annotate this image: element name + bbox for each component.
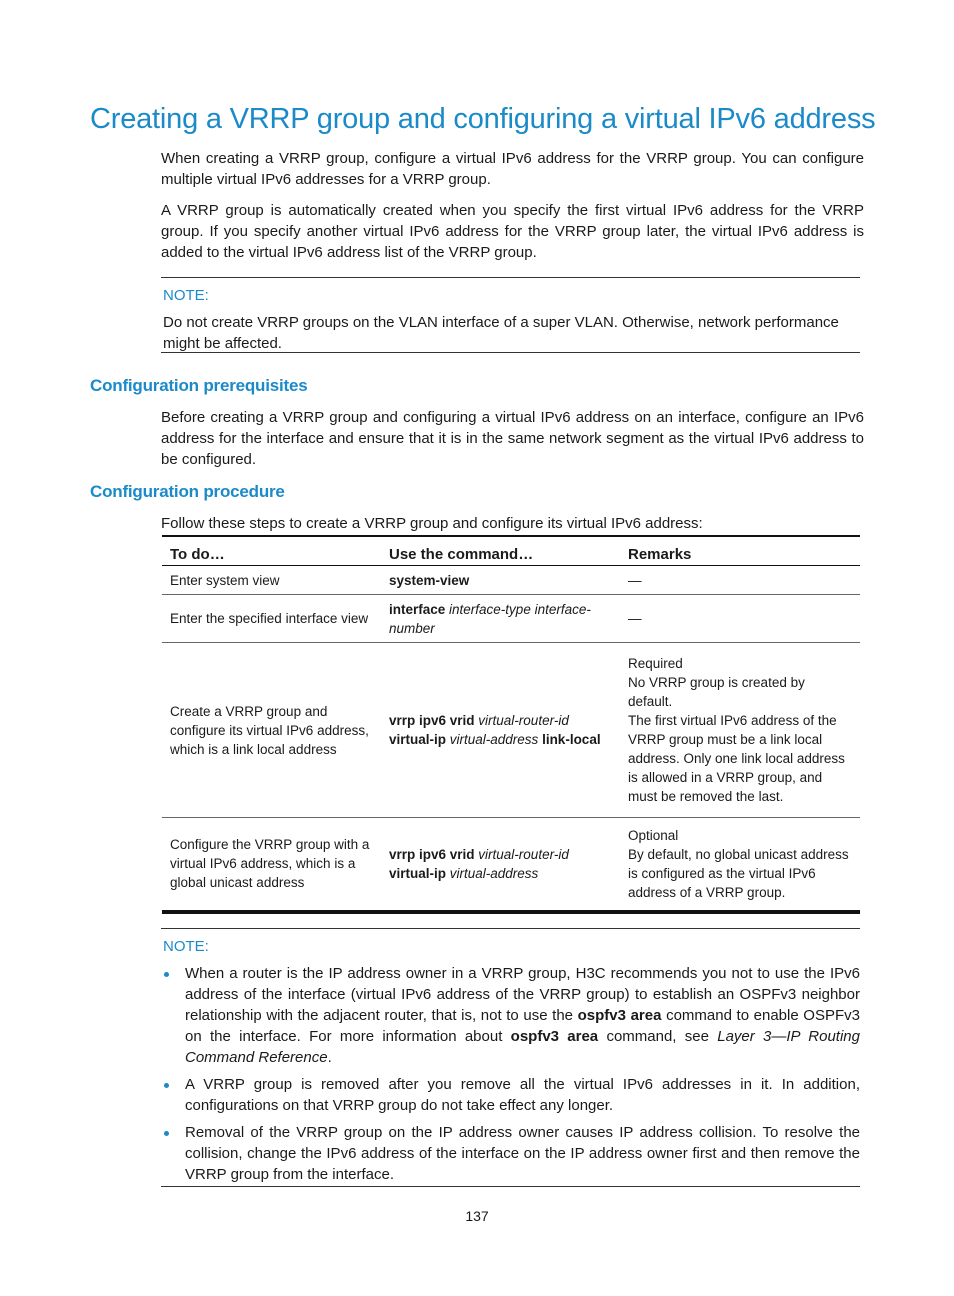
cell-todo: Enter system view	[162, 566, 381, 595]
remark-line: —	[628, 572, 642, 588]
text-run: .	[327, 1049, 332, 1066]
text-run: command, see	[598, 1028, 718, 1045]
keyword-text: virtual-ip	[389, 732, 447, 747]
table-header-row	[162, 536, 860, 566]
remark-line: —	[628, 611, 642, 626]
keyword-text: ospfv3 area	[510, 1028, 599, 1045]
header-todo: To do…	[162, 536, 381, 566]
table-row	[162, 566, 860, 595]
cell-remarks	[620, 566, 860, 595]
page-title: Creating a VRRP group and configuring a virtual IPv6 address	[90, 103, 876, 135]
prereq-paragraph: Before creating a VRRP group and configuring a virtual IPv6 address on an interface, configure an IPv6 address for the interface and ensure that it is in the same network segment as the virtual IPv6 address to be configured.	[161, 409, 864, 468]
table-row	[162, 595, 860, 643]
cell-command	[381, 818, 620, 912]
note-label: NOTE:	[163, 287, 209, 304]
intro-section	[161, 148, 864, 263]
intro-paragraph-1: When creating a VRRP group, configure a virtual IPv6 address for the VRRP group. You can configure multiple virtual IPv6 addresses for a VRRP group.	[161, 150, 864, 188]
argument-text: virtual-address	[446, 865, 539, 881]
header-command: Use the command…	[381, 536, 620, 566]
note-box-1	[161, 277, 860, 353]
table-row	[162, 643, 860, 818]
argument-text: Layer 3—IP Routing Command Reference	[185, 1028, 860, 1066]
bullet-icon	[164, 1131, 169, 1136]
remark-line: Optional	[628, 827, 679, 843]
cell-todo: Enter the specified interface view	[162, 595, 381, 643]
intro-paragraph-2: A VRRP group is automatically created when you specify the first virtual IPv6 address for the VRRP group. If you specify another virtual IPv6 address for the VRRP group later, the virtual IPv6 address is added to the virtual IPv6 address list of the VRRP group.	[161, 202, 864, 261]
cell-remarks	[620, 595, 860, 643]
remark-line: No VRRP group is created by default.	[628, 675, 805, 709]
keyword-text: ospfv3 area	[577, 1007, 662, 1024]
note-bullet-list	[161, 963, 860, 1185]
cell-command	[381, 566, 620, 595]
procedure-lead	[161, 513, 864, 534]
procedure-lead-text: Follow these steps to create a VRRP group and configure its virtual IPv6 address:	[161, 515, 703, 532]
keyword-text: interface	[389, 601, 446, 617]
cell-remarks	[620, 818, 860, 912]
remark-line: The first virtual IPv6 address of the VRRP group must be a link local address. Only one link local address is allowed in a VRRP group, and must be removed the last.	[628, 713, 845, 804]
bullet-icon	[164, 1083, 169, 1088]
keyword-text: vrrp ipv6 vrid	[389, 846, 475, 862]
cell-todo: Configure the VRRP group with a virtual IPv6 address, which is a global unicast address	[162, 818, 381, 912]
bullet-icon	[164, 972, 169, 977]
argument-text: virtual-address	[446, 732, 543, 747]
procedure-heading: Configuration procedure	[90, 482, 285, 501]
keyword-text: system-view	[389, 572, 470, 588]
text-run: Removal of the VRRP group on the IP address owner causes IP address collision. To resolve the collision, change the IPv6 address of the interface on the IP address owner first and then remove the VRRP group from the interface.	[185, 1124, 860, 1183]
header-remarks: Remarks	[620, 536, 860, 566]
list-item	[161, 1122, 860, 1185]
note-label: NOTE:	[163, 938, 209, 955]
page-number: 137	[465, 1208, 489, 1224]
list-item	[161, 1074, 860, 1116]
note-box-2	[161, 928, 860, 1187]
prereq-heading: Configuration prerequisites	[90, 376, 308, 395]
cell-command	[381, 643, 620, 818]
cell-command	[381, 595, 620, 643]
text-run: When a router is the IP address owner in a VRRP group, H3C recommends you not to use the IPv6 address of the interface (virtual IPv6 address of the VRRP group) to establish an OSPFv3 neighbor relationship with the adjacent router, that is, not to use the	[185, 965, 860, 1024]
prereq-section	[161, 407, 864, 470]
keyword-text: virtual-ip	[389, 865, 447, 881]
remark-line: Required	[628, 656, 683, 671]
list-item	[161, 963, 860, 1068]
argument-text: virtual-router-id	[474, 713, 569, 728]
text-run: command to enable OSPFv3 on the interface. For more information about	[185, 1007, 860, 1045]
keyword-text: vrrp ipv6 vrid	[389, 713, 475, 728]
argument-text: interface-type interface-number	[389, 601, 591, 636]
table-body	[162, 566, 860, 912]
table-row	[162, 818, 860, 912]
cell-todo: Create a VRRP group and configure its virtual IPv6 address, which is a link local address	[162, 643, 381, 818]
keyword-text: link-local	[542, 732, 601, 747]
argument-text: virtual-router-id	[474, 846, 569, 862]
cell-remarks	[620, 643, 860, 818]
remark-line: By default, no global unicast address is configured as the virtual IPv6 address of a VRRP group.	[628, 846, 849, 900]
text-run: A VRRP group is removed after you remove all the virtual IPv6 addresses in it. In addition, configurations on that VRRP group do not take effect any longer.	[185, 1076, 860, 1114]
note-text: Do not create VRRP groups on the VLAN interface of a super VLAN. Otherwise, network performance might be affected.	[163, 314, 839, 352]
command-table	[162, 535, 860, 914]
